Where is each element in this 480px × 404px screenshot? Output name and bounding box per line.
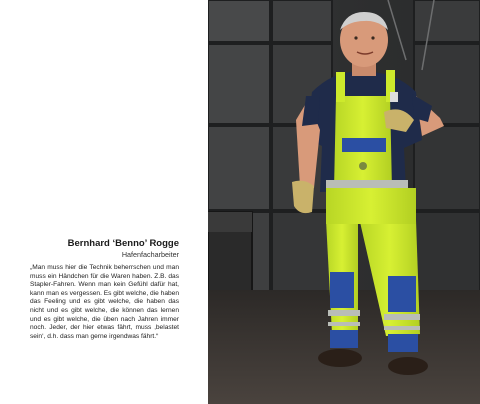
- portrait-photo: [208, 0, 480, 404]
- person-quote: „Man muss hier die Technik beherrschen und man muss ein Händchen für die Waren haben. Z.B. das Stapler-Fahren. Wenn man kein Gefühl dafür hat, kann man es vergessen. Es gibt welche, die haben das Feeling und es gibt welche, die haben das nicht und es gibt welche, die können das lernen und es gibt welche, die üben nach Jahren immer noch. Jeder, der hier etwas fährt, muss ‚belastet sein‘, d.h. dass man gerne irgendwas fährt.“: [30, 264, 179, 340]
- person-job-title: Hafenfacharbeiter: [121, 250, 179, 259]
- portrait-illustration: [208, 0, 480, 404]
- caption-block: [30, 238, 179, 341]
- person-name: Bernhard ‘Benno’ Rogge: [67, 238, 179, 249]
